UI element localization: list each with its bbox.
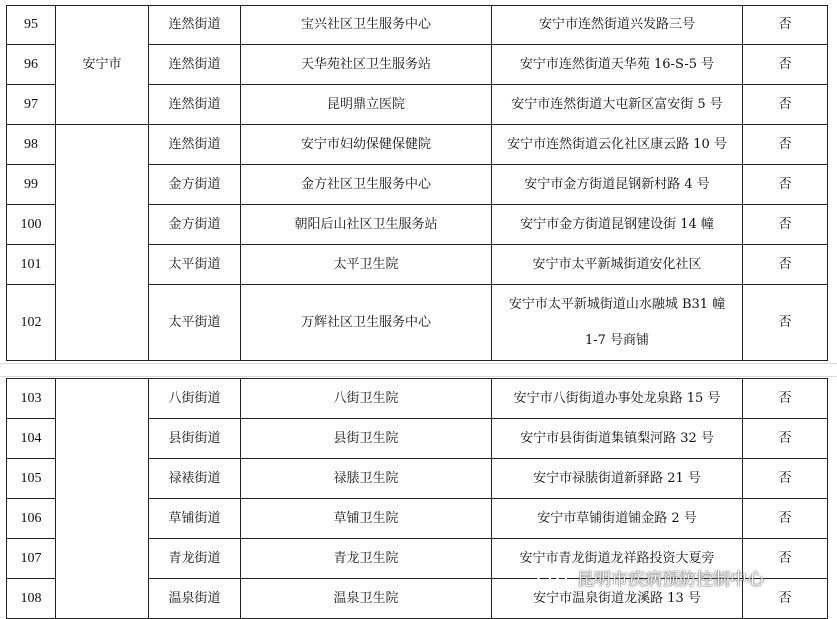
street-cell: 温泉街道: [149, 579, 241, 619]
street-cell: 青龙街道: [149, 539, 241, 579]
street-cell: 县街街道: [149, 419, 241, 459]
flag-cell: 否: [743, 379, 828, 419]
flag-cell: 否: [743, 165, 828, 205]
flag-cell: 否: [743, 245, 828, 285]
institution-name-cell: 昆明鼎立医院: [241, 85, 492, 125]
divider: [0, 376, 837, 377]
street-cell: 八街街道: [149, 379, 241, 419]
institution-name-cell: 温泉卫生院: [241, 579, 492, 619]
row-number-cell: 103: [7, 379, 56, 419]
row-number-cell: 106: [7, 499, 56, 539]
institution-name-cell: 县街卫生院: [241, 419, 492, 459]
institution-name-cell: 太平卫生院: [241, 245, 492, 285]
table-body-part-1: [7, 6, 828, 361]
institution-name-cell: 青龙卫生院: [241, 539, 492, 579]
flag-cell: 否: [743, 419, 828, 459]
row-number-cell: 98: [7, 125, 56, 165]
institution-name-cell: 草铺卫生院: [241, 499, 492, 539]
address-cell: 安宁市县街街道集镇梨河路 32 号: [492, 419, 743, 459]
flag-cell: 否: [743, 499, 828, 539]
flag-cell: 否: [743, 579, 828, 619]
row-number-cell: 97: [7, 85, 56, 125]
row-number-cell: 101: [7, 245, 56, 285]
address-cell: 安宁市连然街道大屯新区富安街 5 号: [492, 85, 743, 125]
divider: [0, 363, 837, 364]
table-row: [7, 6, 828, 45]
institution-name-cell: 天华苑社区卫生服务站: [241, 45, 492, 85]
street-cell: 禄裱街道: [149, 459, 241, 499]
flag-cell: 否: [743, 6, 828, 45]
district-cell-empty: [56, 379, 149, 619]
row-number-cell: 100: [7, 205, 56, 245]
institution-name-cell: 禄脿卫生院: [241, 459, 492, 499]
address-cell: 安宁市温泉街道龙溪路 13 号: [492, 579, 743, 619]
street-cell: 金方街道: [149, 205, 241, 245]
address-cell: 安宁市太平新城街道安化社区: [492, 245, 743, 285]
institution-name-cell: 八街卫生院: [241, 379, 492, 419]
flag-cell: 否: [743, 85, 828, 125]
institution-name-cell: 金方社区卫生服务中心: [241, 165, 492, 205]
wechat-icon: [533, 566, 573, 588]
street-cell: 太平街道: [149, 285, 241, 361]
street-cell: 连然街道: [149, 45, 241, 85]
address-line: 1-7 号商铺: [584, 332, 650, 348]
address-cell: 安宁市禄脿街道新驿路 21 号: [492, 459, 743, 499]
address-cell: 安宁市金方街道昆钢建设街 14 幢: [492, 205, 743, 245]
street-cell: 太平街道: [149, 245, 241, 285]
address-cell: 安宁市连然街道兴发路三号: [492, 6, 743, 45]
institution-name-cell: 万辉社区卫生服务中心: [241, 285, 492, 361]
street-cell: 金方街道: [149, 165, 241, 205]
row-number-cell: 108: [7, 579, 56, 619]
table-row: [7, 379, 828, 419]
institution-name-cell: 安宁市妇幼保健保健院: [241, 125, 492, 165]
street-cell: 连然街道: [149, 125, 241, 165]
flag-cell: 否: [743, 459, 828, 499]
street-cell: 连然街道: [149, 85, 241, 125]
row-number-cell: 95: [7, 6, 56, 45]
address-cell: 安宁市连然街道天华苑 16-S-5 号: [492, 45, 743, 85]
street-cell: 连然街道: [149, 6, 241, 45]
watermark: [533, 566, 764, 588]
address-cell: 安宁市连然街道云化社区康云路 10 号: [492, 125, 743, 165]
address-cell: 安宁市青龙街道龙祥路投资大夏旁: [492, 539, 743, 579]
row-number-cell: 104: [7, 419, 56, 459]
row-number-cell: 96: [7, 45, 56, 85]
watermark-text: 昆明市疾病预防控制中心: [577, 569, 764, 590]
institution-name-cell: 宝兴社区卫生服务中心: [241, 6, 492, 45]
table-part-1: [6, 5, 828, 361]
address-cell: 安宁市八街街道办事处龙泉路 15 号: [492, 379, 743, 419]
row-number-cell: 99: [7, 165, 56, 205]
row-number-cell: 102: [7, 285, 56, 361]
address-cell: 安宁市草铺街道铺金路 2 号: [492, 499, 743, 539]
flag-cell: 否: [743, 125, 828, 165]
flag-cell: 否: [743, 539, 828, 579]
row-number-cell: 105: [7, 459, 56, 499]
page-break: [0, 363, 837, 377]
district-cell: 安宁市: [56, 6, 149, 125]
flag-cell: 否: [743, 45, 828, 85]
row-number-cell: 107: [7, 539, 56, 579]
street-cell: 草铺街道: [149, 499, 241, 539]
institution-name-cell: 朝阳后山社区卫生服务站: [241, 205, 492, 245]
district-cell-empty: [56, 125, 149, 361]
flag-cell: 否: [743, 205, 828, 245]
address-cell: [492, 285, 743, 361]
flag-cell: 否: [743, 285, 828, 361]
address-cell: 安宁市金方街道昆钢新村路 4 号: [492, 165, 743, 205]
address-line: 安宁市太平新城街道山水融城 B31 幢: [508, 296, 726, 312]
table-row: [7, 125, 828, 165]
